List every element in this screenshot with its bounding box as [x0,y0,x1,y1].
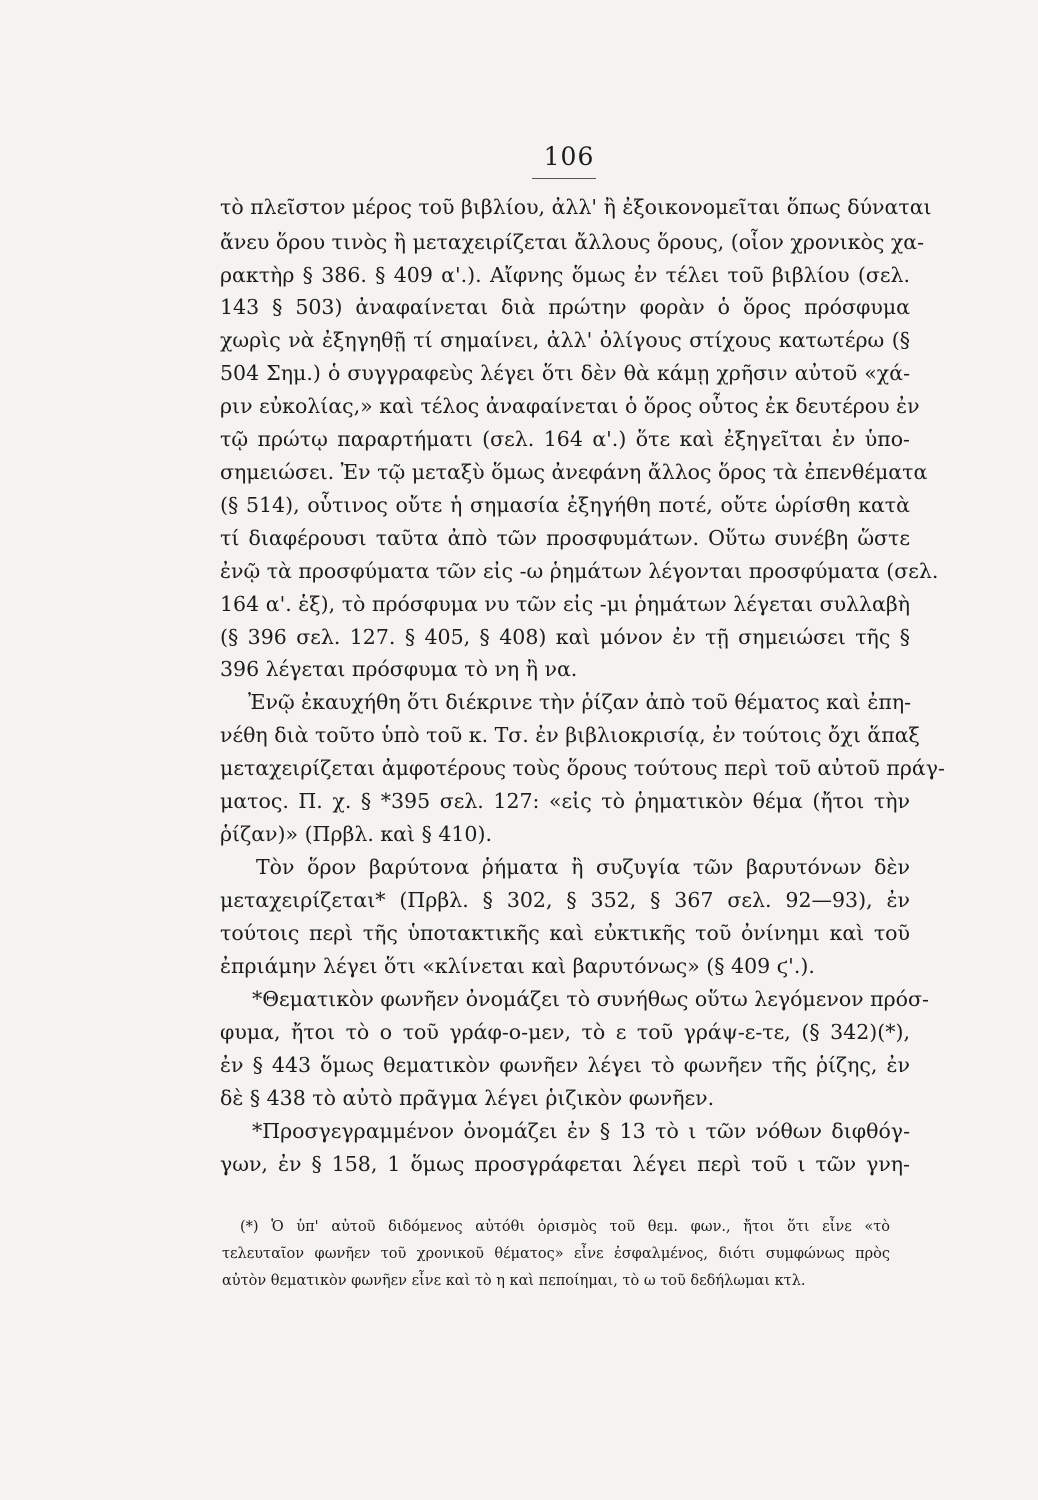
text-line: 143 § 503) ἀναφαίνεται διὰ πρώτην φορὰν ὁ ὅρος πρόσφυμα [220,295,910,319]
text-line: δὲ § 438 τὸ αὐτὸ πρᾶγμα λέγει ῥιζικὸν φωνῆεν. [220,1086,715,1110]
text-line: φυμα, ἤτοι τὸ ο τοῦ γράφ-ο-μεν, τὸ ε τοῦ γράψ-ε-τε, (§ 342)(*), [220,1020,910,1044]
text-line: ἐνῷ τὰ προσφύματα τῶν εἰς -ω ῥημάτων λέγονται προσφύματα (σελ. [220,559,939,583]
footnote-line: αὐτὸν θεματικὸν φωνῆεν εἶνε καὶ τὸ η καὶ πεποίημαι, τὸ ω τοῦ δεδήλωμαι κτλ. [222,1273,806,1289]
text-line: (§ 396 σελ. 127. § 405, § 408) καὶ μόνον ἐν τῇ σημειώσει τῆς § [220,625,910,649]
text-line: Τὸν ὅρον βαρύτονα ῥήματα ἢ συζυγία τῶν βαρυτόνων δὲν [256,855,910,879]
text-line: τούτοις περὶ τῆς ὑποτακτικῆς καὶ εὐκτικῆς τοῦ ὀνίνημι καὶ τοῦ [220,921,910,945]
text-line: (§ 514), οὗτινος οὔτε ἡ σημασία ἐξηγήθη ποτέ, οὔτε ὡρίσθη κατὰ [220,493,910,517]
text-line: τί διαφέρουσι ταῦτα ἀπὸ τῶν προσφυμάτων. Οὕτω συνέβη ὥστε [220,526,910,550]
text-line: μεταχειρίζεται* (Πρβλ. § 302, § 352, § 367 σελ. 92—93), ἐν [220,888,910,912]
text-line: μεταχειρίζεται ἀμφοτέρους τοὺς ὅρους τούτους περὶ τοῦ αὐτοῦ πράγ- [220,756,945,780]
text-line: χωρὶς νὰ ἐξηγηθῇ τί σημαίνει, ἀλλ' ὀλίγους στίχους κατωτέρω (§ [220,328,910,352]
text-line: *Θεματικὸν φωνῆεν ὀνομάζει τὸ συνήθως οὕτω λεγόμενον πρόσ- [252,987,929,1011]
text-line: ἄνευ ὅρου τινὸς ἢ μεταχειρίζεται ἄλλους ὅρους, (οἷον χρονικὸς χα- [220,230,925,254]
text-line: 504 Σημ.) ὁ συγγραφεὺς λέγει ὅτι δὲν θὰ κάμῃ χρῆσιν αὐτοῦ «χά- [220,361,910,385]
text-line: τὸ πλεῖστον μέρος τοῦ βιβλίου, ἀλλ' ἢ ἐξοικονομεῖται ὅπως δύναται [220,195,932,219]
footnote-line: (*) Ὁ ὑπ' αὐτοῦ διδόμενος αὐτόθι ὁρισμὸς τοῦ θεμ. φων., ἤτοι ὅτι εἶνε «τὸ [240,1219,890,1235]
text-line: ρακτὴρ § 386. § 409 α'.). Αἴφνης ὅμως ἐν τέλει τοῦ βιβλίου (σελ. [220,263,910,287]
header-rule [532,178,596,179]
text-line: ἐν § 443 ὅμως θεματικὸν φωνῆεν λέγει τὸ φωνῆεν τῆς ῥίζης, ἐν [220,1053,910,1077]
text-line: *Προσγεγραμμένον ὀνομάζει ἐν § 13 τὸ ι τῶν νόθων διφθόγ- [252,1119,910,1143]
text-line: σημειώσει. Ἐν τῷ μεταξὺ ὅμως ἀνεφάνη ἄλλος ὅρος τὰ ἐπενθέματα [220,460,928,484]
text-line: νέθη διὰ τοῦτο ὑπὸ τοῦ κ. Τσ. ἐν βιβλιοκρισίᾳ, ἐν τούτοις ὄχι ἅπαξ [220,723,920,747]
page-number: 106 [543,142,595,171]
text-line: ἐπριάμην λέγει ὅτι «κλίνεται καὶ βαρυτόνως» (§ 409 ϛ'.). [220,954,815,978]
text-line: ῥίζαν)» (Πρβλ. καὶ § 410). [220,822,492,846]
text-line: Ἐνῷ ἐκαυχήθη ὅτι διέκρινε τὴν ῥίζαν ἀπὸ τοῦ θέματος καὶ ἐπη- [248,690,912,714]
text-line: 164 α'. ἑξ), τὸ πρόσφυμα νυ τῶν εἰς -μι ῥημάτων λέγεται συλλαβὴ [220,592,910,616]
text-line: ματος. Π. χ. § *395 σελ. 127: «εἰς τὸ ῥηματικὸν θέμα (ἤτοι τὴν [220,789,910,813]
text-line: ριν εὐκολίας,» καὶ τέλος ἀναφαίνεται ὁ ὅρος οὗτος ἐκ δευτέρου ἐν [220,394,920,418]
footnote-line: τελευταῖον φωνῆεν τοῦ χρονικοῦ θέματος» εἶνε ἐσφαλμένος, διότι συμφώνως πρὸς [222,1246,890,1262]
text-line: γων, ἐν § 158, 1 ὅμως προσγράφεται λέγει περὶ τοῦ ι τῶν γνη- [220,1152,910,1176]
text-line: τῷ πρώτῳ παραρτήματι (σελ. 164 α'.) ὅτε καὶ ἐξηγεῖται ἐν ὑπο- [220,427,910,451]
text-line: 396 λέγεται πρόσφυμα τὸ νη ἢ να. [220,657,578,681]
